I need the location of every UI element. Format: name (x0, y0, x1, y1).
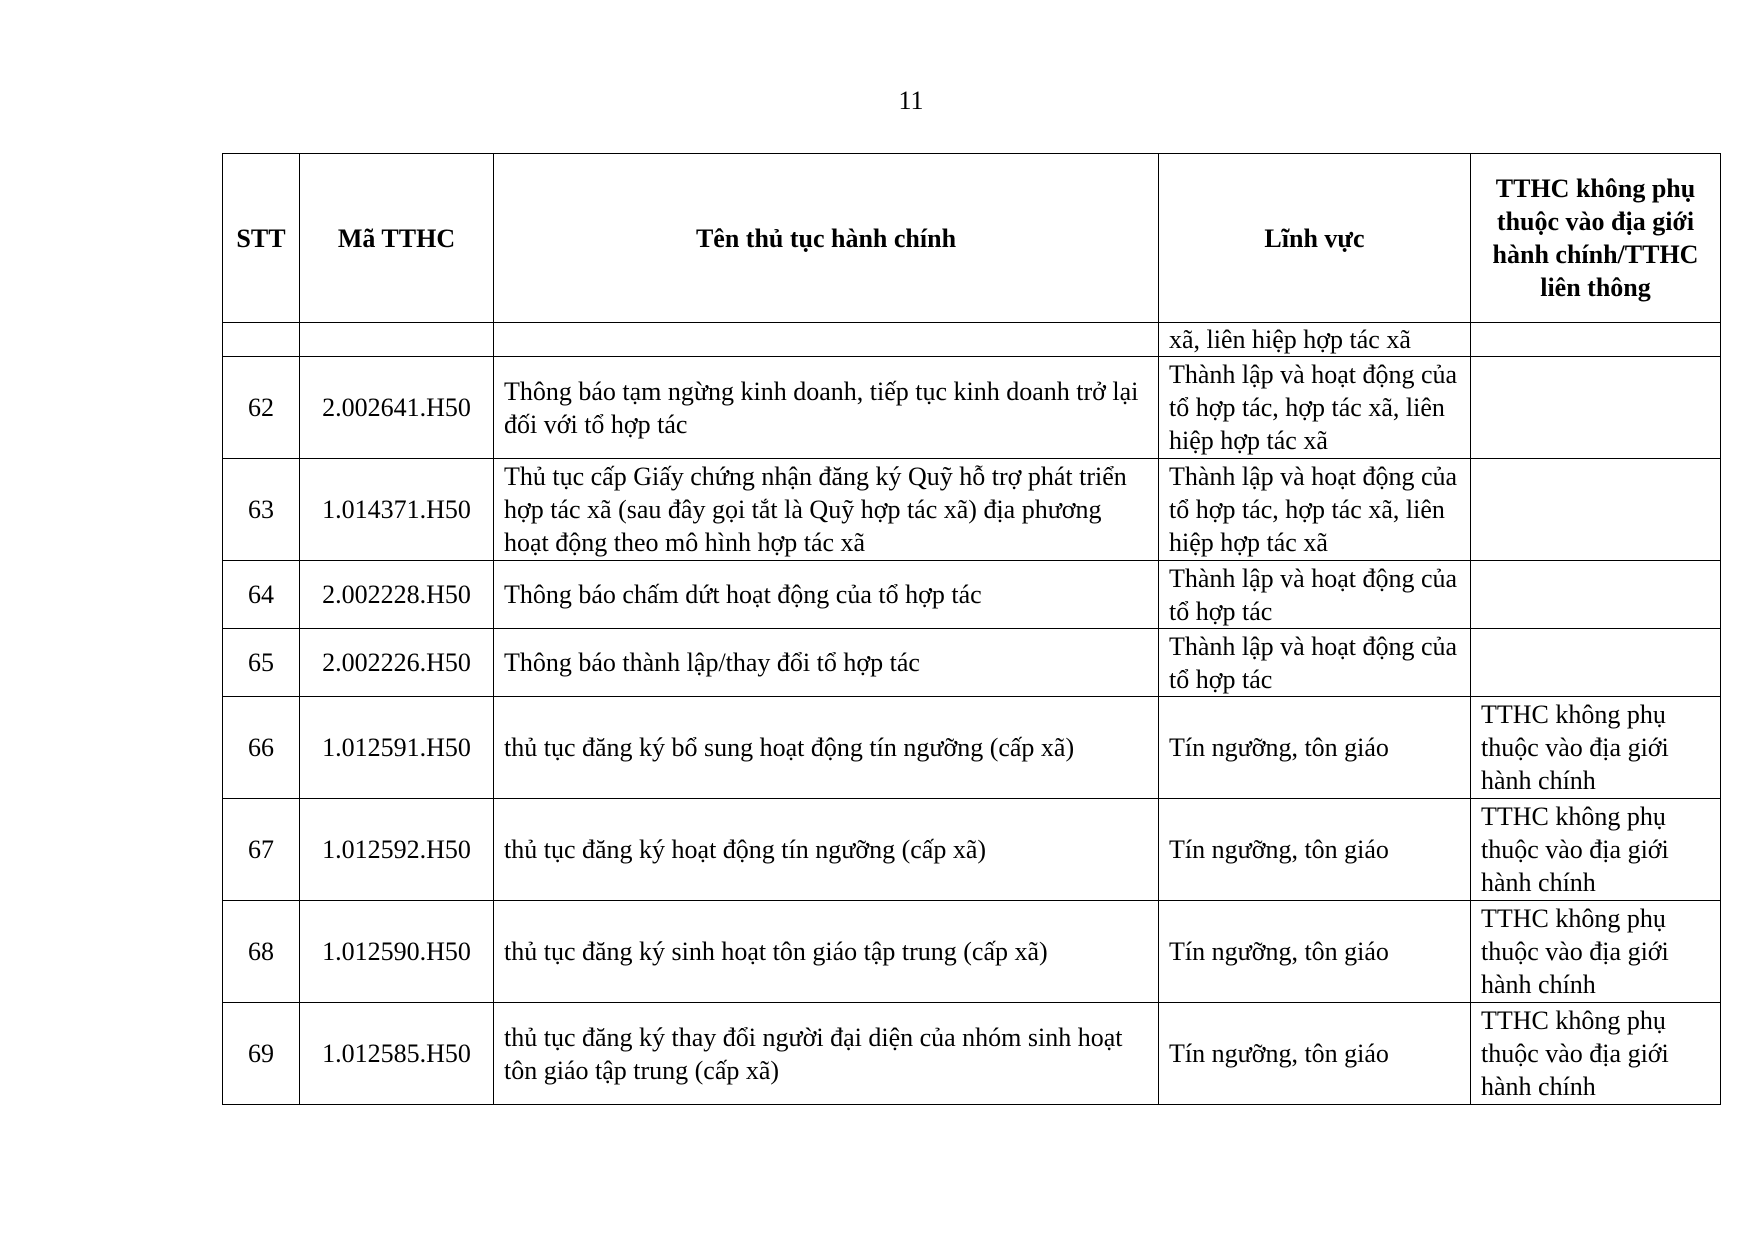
cell-note: TTHC không phụ thuộc vào địa giới hành chính (1471, 697, 1721, 799)
table-row (223, 561, 1721, 629)
cell-name: thủ tục đăng ký thay đổi người đại diện của nhóm sinh hoạt tôn giáo tập trung (cấp xã) (494, 1003, 1159, 1105)
cell-field: Thành lập và hoạt động của tổ hợp tác, hợp tác xã, liên hiệp hợp tác xã (1159, 357, 1471, 459)
cell-code: 1.012591.H50 (300, 697, 494, 799)
cell-stt: 66 (223, 697, 300, 799)
cell-code: 2.002228.H50 (300, 561, 494, 629)
cell-note (1471, 629, 1721, 697)
header-name: Tên thủ tục hành chính (494, 154, 1159, 323)
cell-code: 1.012590.H50 (300, 901, 494, 1003)
cell-field: Tín ngưỡng, tôn giáo (1159, 1003, 1471, 1105)
cell-note: TTHC không phụ thuộc vào địa giới hành chính (1471, 799, 1721, 901)
cell-note (1471, 459, 1721, 561)
procedures-table (222, 153, 1721, 1105)
header-stt: STT (223, 154, 300, 323)
cell-stt: 63 (223, 459, 300, 561)
cell-code: 1.014371.H50 (300, 459, 494, 561)
table-row (223, 799, 1721, 901)
cell-note: TTHC không phụ thuộc vào địa giới hành chính (1471, 1003, 1721, 1105)
cell-field: Tín ngưỡng, tôn giáo (1159, 901, 1471, 1003)
table-row-continued (223, 323, 1721, 357)
cell-field: Tín ngưỡng, tôn giáo (1159, 799, 1471, 901)
cell-stt (223, 323, 300, 357)
cell-stt: 62 (223, 357, 300, 459)
cell-note (1471, 323, 1721, 357)
cell-name: thủ tục đăng ký hoạt động tín ngưỡng (cấp xã) (494, 799, 1159, 901)
cell-name (494, 323, 1159, 357)
page-number: 11 (898, 86, 924, 115)
cell-stt: 68 (223, 901, 300, 1003)
cell-note (1471, 561, 1721, 629)
cell-field: xã, liên hiệp hợp tác xã (1159, 323, 1471, 357)
cell-name: Thông báo tạm ngừng kinh doanh, tiếp tục kinh doanh trở lại đối với tổ hợp tác (494, 357, 1159, 459)
header-row (223, 154, 1721, 323)
cell-code: 2.002641.H50 (300, 357, 494, 459)
cell-name: thủ tục đăng ký sinh hoạt tôn giáo tập trung (cấp xã) (494, 901, 1159, 1003)
cell-stt: 65 (223, 629, 300, 697)
cell-name: Thủ tục cấp Giấy chứng nhận đăng ký Quỹ hỗ trợ phát triển hợp tác xã (sau đây gọi tắt là Quỹ hợp tác xã) địa phương hoạt động theo mô hình hợp tác xã (494, 459, 1159, 561)
cell-code: 1.012585.H50 (300, 1003, 494, 1105)
table-row (223, 901, 1721, 1003)
cell-field: Tín ngưỡng, tôn giáo (1159, 697, 1471, 799)
header-note: TTHC không phụ thuộc vào địa giới hành chính/TTHC liên thông (1471, 154, 1721, 323)
cell-name: Thông báo thành lập/thay đổi tổ hợp tác (494, 629, 1159, 697)
cell-field: Thành lập và hoạt động của tổ hợp tác, hợp tác xã, liên hiệp hợp tác xã (1159, 459, 1471, 561)
header-code: Mã TTHC (300, 154, 494, 323)
cell-name: thủ tục đăng ký bổ sung hoạt động tín ngưỡng (cấp xã) (494, 697, 1159, 799)
cell-note (1471, 357, 1721, 459)
cell-stt: 67 (223, 799, 300, 901)
cell-stt: 64 (223, 561, 300, 629)
table-row (223, 459, 1721, 561)
cell-field: Thành lập và hoạt động của tổ hợp tác (1159, 561, 1471, 629)
cell-code (300, 323, 494, 357)
cell-code: 2.002226.H50 (300, 629, 494, 697)
cell-code: 1.012592.H50 (300, 799, 494, 901)
cell-stt: 69 (223, 1003, 300, 1105)
table-row (223, 357, 1721, 459)
cell-field: Thành lập và hoạt động của tổ hợp tác (1159, 629, 1471, 697)
cell-name: Thông báo chấm dứt hoạt động của tổ hợp tác (494, 561, 1159, 629)
header-field: Lĩnh vực (1159, 154, 1471, 323)
table-row (223, 697, 1721, 799)
table-row (223, 629, 1721, 697)
cell-note: TTHC không phụ thuộc vào địa giới hành chính (1471, 901, 1721, 1003)
table-row (223, 1003, 1721, 1105)
